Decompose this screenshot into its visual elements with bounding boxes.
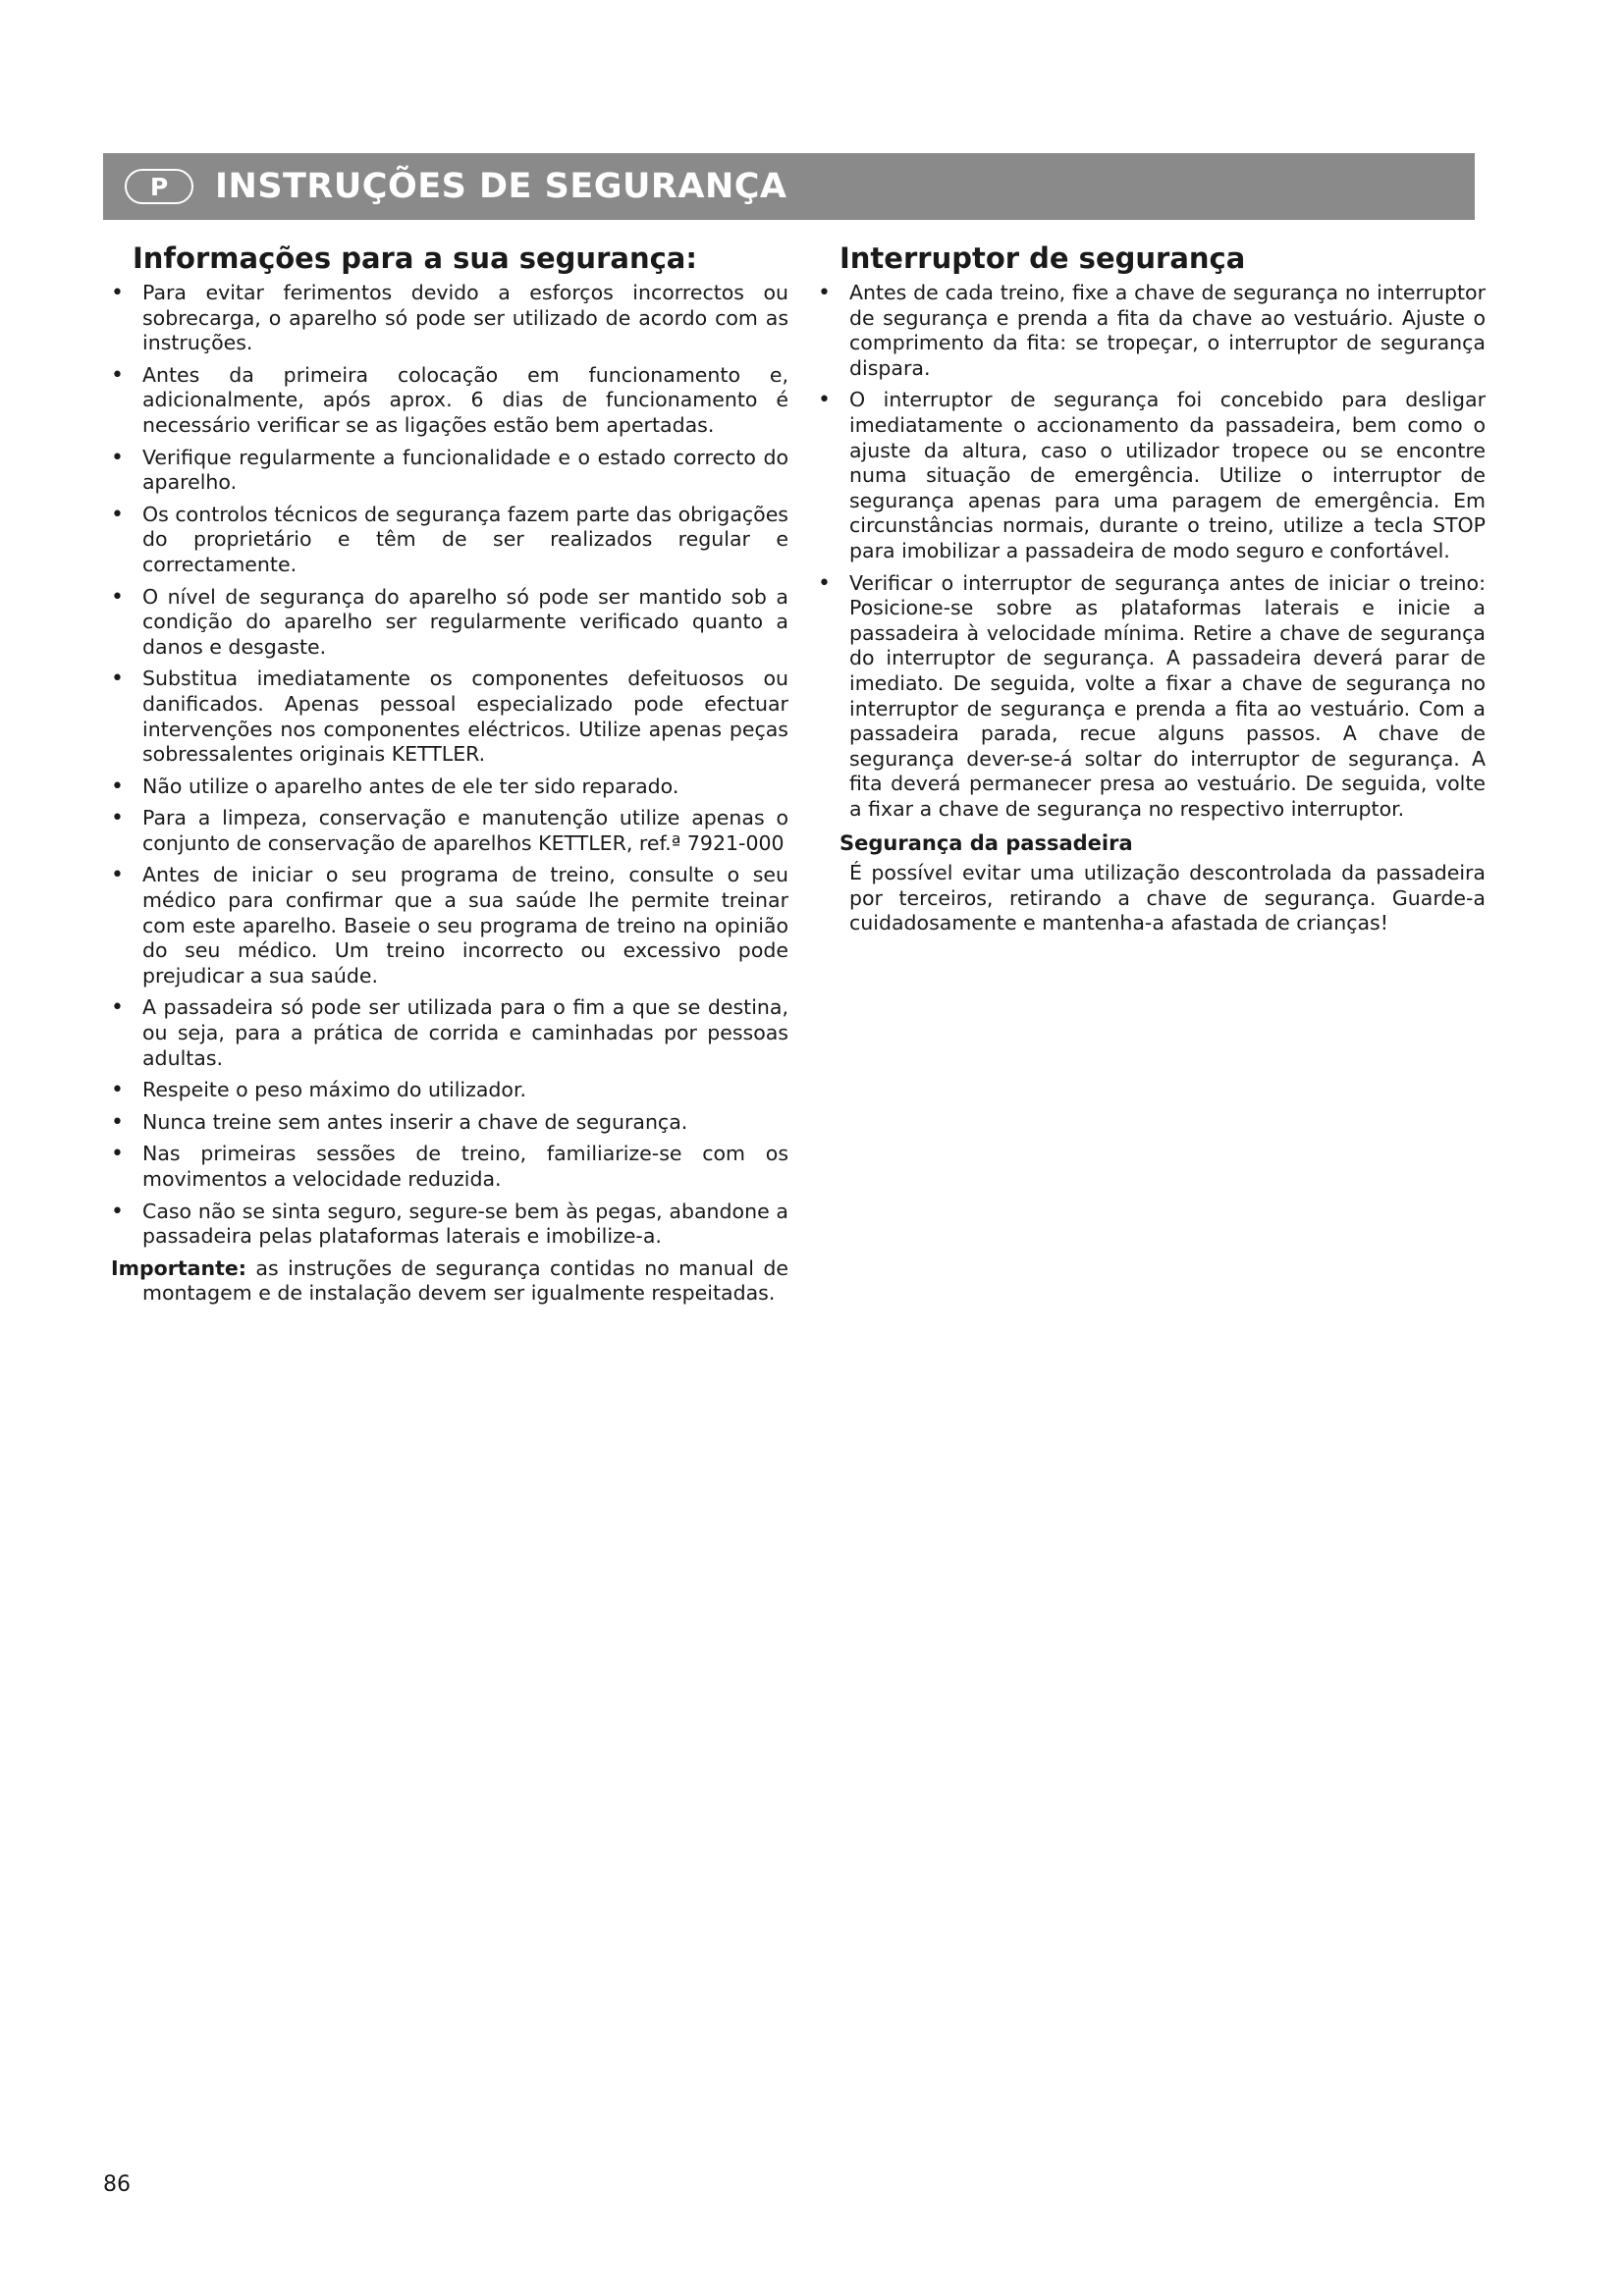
treadmill-safety-text: É possível evitar uma utilização descontrolada da passadeira por terceiros, retirando a chave de segurança. Guarde-a cuidadosamente e mantenha-a afastada de crianças! bbox=[849, 861, 1486, 935]
right-column bbox=[818, 240, 1486, 936]
important-label: Importante: bbox=[111, 1255, 246, 1280]
list-item: • Verificar o interruptor de segurança antes de iniciar o treino: Posicione-se sobre as plataformas laterais e inicie a passadeira à velocidade mínima. Retire a chave de segurança do interruptor de segurança. A passadeira deverá parar de imediato. De seguida, volte a fixar a chave de segurança no interruptor de segurança e prenda a fita ao vestuário. Com a passadeira parada, recue alguns passos. A chave de segurança dever-se-á soltar do interruptor de segurança. A fita deverá permanecer presa ao vestuário. De seguida, volte a fixar a chave de segurança no respectivo interruptor. bbox=[818, 571, 1486, 823]
list-item: • Respeite o peso máximo do utilizador. bbox=[111, 1078, 788, 1103]
list-item: • A passadeira só pode ser utilizada para o fim a que se destina, ou seja, para a prática de corrida e caminhadas por pessoas adultas. bbox=[111, 995, 788, 1071]
list-item: • Para a limpeza, conservação e manutenção utilize apenas o conjunto de conservação de aparelhos KETTLER, ref.ª 7921-000 bbox=[111, 806, 788, 856]
treadmill-safety-heading: Segurança da passadeira bbox=[839, 831, 1133, 856]
list-item: • Caso não se sinta seguro, segure-se bem às pegas, abandone a passadeira pelas plataformas laterais e imobilize-a. bbox=[111, 1200, 788, 1250]
list-item: • Nas primeiras sessões de treino, familiarize-se com os movimentos a velocidade reduzida. bbox=[111, 1142, 788, 1192]
list-item: • Antes da primeira colocação em funcionamento e, adicionalmente, após aprox. 6 dias de funcionamento é necessário verificar se as ligações estão bem apertadas. bbox=[111, 363, 788, 439]
list-item: • Nunca treine sem antes inserir a chave de segurança. bbox=[111, 1110, 788, 1136]
left-heading: Informações para a sua segurança: bbox=[133, 241, 697, 275]
important-text: as instruções de segurança contidas no manual de montagem e de instalação devem ser igualmente respeitadas. bbox=[142, 1255, 788, 1306]
list-item: • Para evitar ferimentos devido a esforços incorrectos ou sobrecarga, o aparelho só pode ser utilizado de acordo com as instruções. bbox=[111, 281, 788, 356]
section-banner bbox=[103, 153, 1475, 220]
safety-switch-list bbox=[818, 281, 1486, 822]
right-heading: Interruptor de segurança bbox=[839, 241, 1246, 275]
language-badge: P bbox=[125, 169, 193, 204]
list-item: • O interruptor de segurança foi concebido para desligar imediatamente o accionamento da passadeira, bem como o ajuste da altura, caso o utilizador tropece ou se encontre numa situação de emergência. Utilize o interruptor de segurança apenas para uma paragem de emergência. Em circunstâncias normais, durante o treino, utilize a tecla STOP para imobilizar a passadeira de modo seguro e confortável. bbox=[818, 388, 1486, 563]
important-note bbox=[111, 1256, 788, 1307]
left-column bbox=[111, 240, 788, 1307]
list-item: • Substitua imediatamente os componentes defeituosos ou danificados. Apenas pessoal especializado pode efectuar intervenções nos componentes eléctricos. Utilize apenas peças sobressalentes originais KETTLER. bbox=[111, 667, 788, 767]
list-item: • O nível de segurança do aparelho só pode ser mantido sob a condição do aparelho ser regularmente verificado quanto a danos e desgaste. bbox=[111, 585, 788, 661]
safety-info-list bbox=[111, 281, 788, 1250]
list-item: • Os controlos técnicos de segurança fazem parte das obrigações do proprietário e têm de ser realizados regular e correctamente. bbox=[111, 503, 788, 578]
list-item: • Antes de cada treino, fixe a chave de segurança no interruptor de segurança e prenda a fita da chave ao vestuário. Ajuste o comprimento da fita: se tropeçar, o interruptor de segurança dispara. bbox=[818, 281, 1486, 381]
list-item: • Não utilize o aparelho antes de ele ter sido reparado. bbox=[111, 774, 788, 800]
list-item: • Verifique regularmente a funcionalidade e o estado correcto do aparelho. bbox=[111, 446, 788, 496]
list-item: • Antes de iniciar o seu programa de treino, consulte o seu médico para confirmar que a sua saúde lhe permite treinar com este aparelho. Baseie o seu programa de treino na opinião do seu médico. Um treino incorrecto ou excessivo pode prejudicar a sua saúde. bbox=[111, 863, 788, 988]
page-title: INSTRUÇÕES DE SEGURANÇA bbox=[215, 167, 787, 206]
page-number: 86 bbox=[103, 2172, 131, 2197]
